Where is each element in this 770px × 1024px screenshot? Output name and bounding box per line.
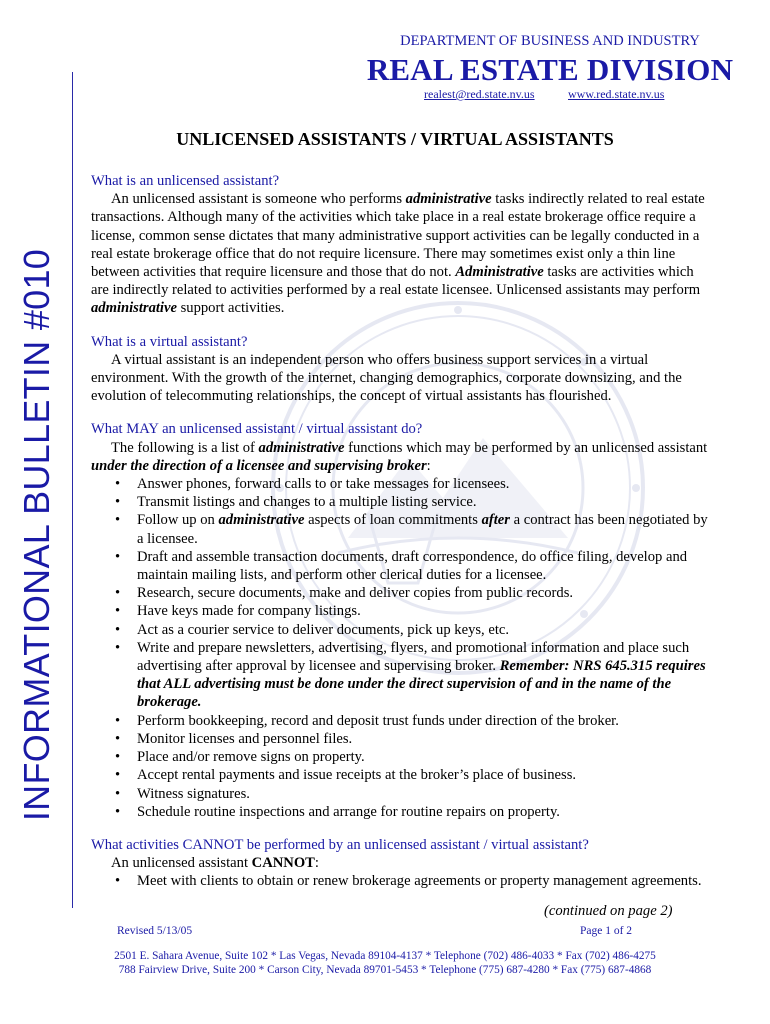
question-cannot-do: What activities CANNOT be performed by an unlicensed assistant / virtual assistant? [91, 836, 589, 853]
answer-virtual-assistant: A virtual assistant is an independent person who offers business support services in a virtual environment. With the growth of the internet, changing demographics, corporate downsizing, and the evolution of telecommuting relationships, the concept of virtual assistants has flourished. [91, 351, 682, 405]
list-item: • Draft and assemble transaction documents, draft correspondence, do office filing, develop and maintain mailing lists, and perform other clerical duties for a licensee. [91, 548, 711, 584]
side-title-container [11, 248, 63, 822]
cannot-do-intro: An unlicensed assistant CANNOT: [111, 855, 319, 872]
list-item: • Answer phones, forward calls to or take messages for licensees. [91, 475, 711, 493]
email-link[interactable]: realest@red.state.nv.us [424, 87, 535, 101]
list-item: • Place and/or remove signs on property. [91, 748, 711, 766]
list-item: • Monitor licenses and personnel files. [91, 730, 711, 748]
question-virtual-assistant: What is a virtual assistant? [91, 333, 248, 350]
question-may-do: What MAY an unlicensed assistant / virtual assistant do? [91, 421, 423, 438]
list-item: • Accept rental payments and issue receipts at the broker’s place of business. [91, 766, 711, 784]
list-item: • Perform bookkeeping, record and deposit trust funds under direction of the broker. [91, 712, 711, 730]
list-item: • Follow up on administrative aspects of loan commitments after a contract has been negotiated by a licensee. [91, 511, 711, 547]
revised-date: Revised 5/13/05 [117, 925, 193, 937]
list-item: • Write and prepare newsletters, advertising, flyers, and promotional information and place such advertising after approval by licensee and supervising broker. Remember: NRS 645.315 requires that ALL advertising must be done under the direct supervision of and in the name of the brokerage. [91, 639, 711, 712]
document-title: UNLICENSED ASSISTANTS / VIRTUAL ASSISTANTS [176, 129, 614, 149]
list-item: • Act as a courier service to deliver documents, pick up keys, etc. [91, 621, 711, 639]
list-item: • Have keys made for company listings. [91, 602, 711, 620]
answer-unlicensed-assistant: An unlicensed assistant is someone who performs administrative tasks indirectly related to real estate transactions. Although many of the activities which take place in a real estate brokerage office require a license, common sense dictates that many administrative support activities can be legally conducted in a real estate brokerage office that do not require licensure. There may sometimes exist only a thin line between activities that require licensure and those that do not. Administrative tasks are activities which are indirectly related to activities performed by a real estate licensee. Unlicensed assistants may perform administrative support activities. [91, 191, 705, 317]
may-do-list [91, 475, 711, 821]
continued-note: (continued on page 2) [544, 903, 673, 919]
list-item: • Research, secure documents, make and deliver copies from public records. [91, 584, 711, 602]
website-link[interactable]: www.red.state.nv.us [568, 87, 665, 101]
cannot-do-list [91, 872, 711, 890]
bulletin-body [91, 172, 711, 891]
list-item: • Transmit listings and changes to a multiple listing service. [91, 493, 711, 511]
question-unlicensed-assistant: What is an unlicensed assistant? [91, 173, 280, 189]
side-divider-line [72, 72, 73, 908]
division-name: REAL ESTATE DIVISION [366, 52, 734, 87]
list-item: • Schedule routine inspections and arrange for routine repairs on property. [91, 803, 711, 821]
may-do-intro: The following is a list of administrative functions which may be performed by an unlicensed assistant under the direction of a licensee and supervising broker: [91, 439, 708, 474]
list-item: • Witness signatures. [91, 785, 711, 803]
list-item: • Meet with clients to obtain or renew brokerage agreements or property management agreements. [91, 872, 711, 890]
footer-carson-city-address: 788 Fairview Drive, Suite 200 * Carson City, Nevada 89701-5453 * Telephone (775) 687-4280 * Fax (775) 687-4868 [118, 964, 652, 976]
footer-las-vegas-address: 2501 E. Sahara Avenue, Suite 102 * Las Vegas, Nevada 89104-4137 * Telephone (702) 486-4033 * Fax (702) 486-4275 [114, 950, 656, 962]
department-name: DEPARTMENT OF BUSINESS AND INDUSTRY [400, 33, 700, 49]
page-number: Page 1 of 2 [580, 925, 633, 937]
bulletin-side-title: INFORMATIONAL BULLETIN #010 [16, 248, 57, 822]
